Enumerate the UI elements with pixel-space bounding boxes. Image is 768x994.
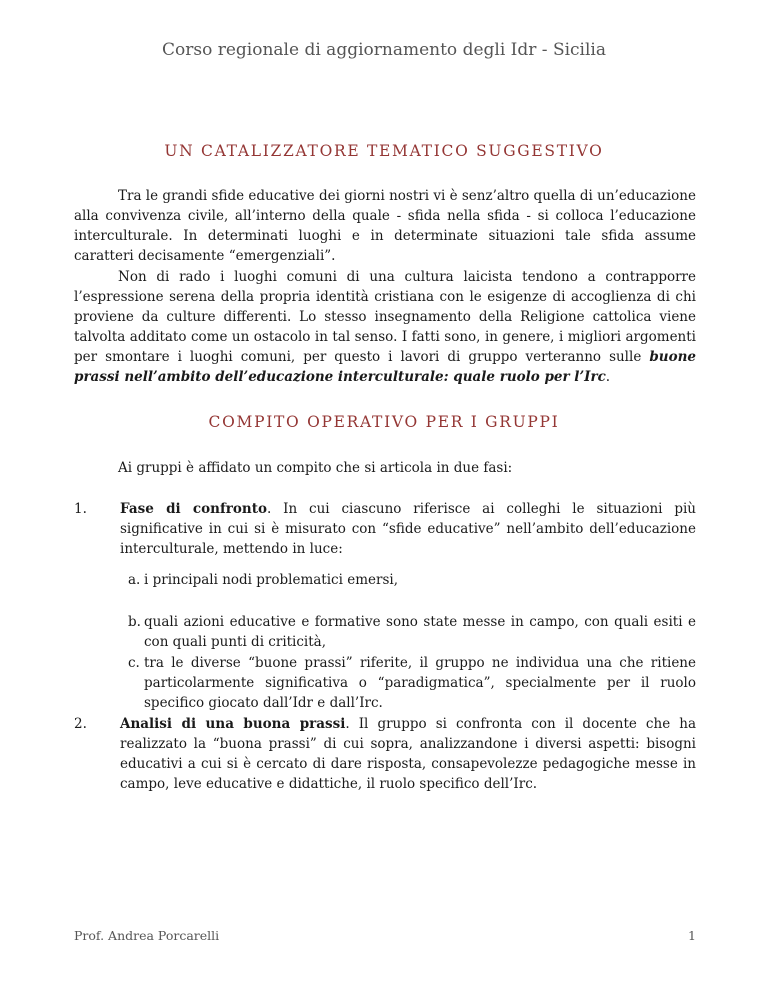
- section-heading-catalizzatore: UN CATALIZZATORE TEMATICO SUGGESTIVO: [164, 142, 604, 160]
- list-item-title: Analisi di una buona prassi: [120, 716, 346, 732]
- list-item-text: . Il gruppo si confronta con il docente che ha realizzato la “buona prassi” di cui sopra, analizzandone i diversi aspetti: bisogni educativi a cui si è cercato di dare risposta, consapevolezze pedagogiche messe in campo, leve educative e didattiche, il ruolo specifico dell’Irc.: [120, 716, 696, 792]
- list-number: 1.: [74, 501, 87, 517]
- sub-list-letter: a.: [128, 572, 141, 588]
- sub-list-letter: b.: [128, 614, 141, 630]
- sub-list-item-a: [120, 570, 696, 590]
- list-item-fase-confronto: [74, 499, 696, 559]
- list-item-body: [120, 499, 696, 559]
- page-header: Corso regionale di aggiornamento degli Idr - Sicilia: [162, 40, 606, 60]
- list-item-text: . In cui ciascuno riferisce ai colleghi le situazioni più significative in cui si è misurato con “sfide educative” nell’ambito dell’educazione interculturale, mettendo in luce:: [120, 501, 696, 557]
- list-number: 2.: [74, 716, 87, 732]
- sub-list-letter: c.: [128, 655, 140, 671]
- paragraph-period: .: [605, 369, 611, 385]
- paragraph-luoghi-comuni-text: Non di rado i luoghi comuni di una cultura laicista tendono a contrapporre l’espressione serena della propria identità cristiana con le esigenze di accoglienza di chi proviene da culture differenti. Lo stesso insegnamento della Religione cattolica viene talvolta additato come un ostacolo in tal senso. I fatti sono, in genere, i migliori argomenti per smontare i luoghi comuni, per questo i lavori di gruppo verteranno sulle: [74, 269, 696, 365]
- sub-list-item-c: [120, 653, 696, 713]
- sub-list-text: i principali nodi problematici emersi,: [144, 572, 398, 588]
- emphasis-buone-prassi: buone prassi nell’ambito dell’educazione interculturale: quale ruolo per l’Irc: [74, 349, 696, 385]
- footer-author: Prof. Andrea Porcarelli: [74, 928, 220, 943]
- sub-list-text: quali azioni educative e formative sono state messe in campo, con quali esiti e con quali punti di criticità,: [144, 614, 696, 650]
- paragraph-sfide-educative: Tra le grandi sfide educative dei giorni nostri vi è senz’altro quella di un’educazione alla convivenza civile, all’interno della quale - sfida nella sfida - si colloca l’educazione interculturale. In determinati luoghi e in determinate situazioni tale sfida assume caratteri decisamente “emergenziali”.: [74, 188, 696, 264]
- sub-list-text: tra le diverse “buone prassi” riferite, il gruppo ne individua una che ritiene particolarmente significativa o “paradigmatica”, specialmente per il ruolo specifico giocato dall’Idr e dall’Irc.: [144, 655, 696, 711]
- section-heading-compito: COMPITO OPERATIVO PER I GRUPPI: [208, 413, 560, 431]
- paragraph-luoghi-comuni: [74, 267, 696, 387]
- page-number: 1: [688, 928, 696, 943]
- list-item-title: Fase di confronto: [120, 501, 267, 517]
- list-item-body: [120, 714, 696, 794]
- sub-list-item-b: [120, 612, 696, 652]
- paragraph-intro-gruppi: Ai gruppi è affidato un compito che si articola in due fasi:: [118, 460, 513, 476]
- list-item-analisi-buona-prassi: [74, 714, 696, 794]
